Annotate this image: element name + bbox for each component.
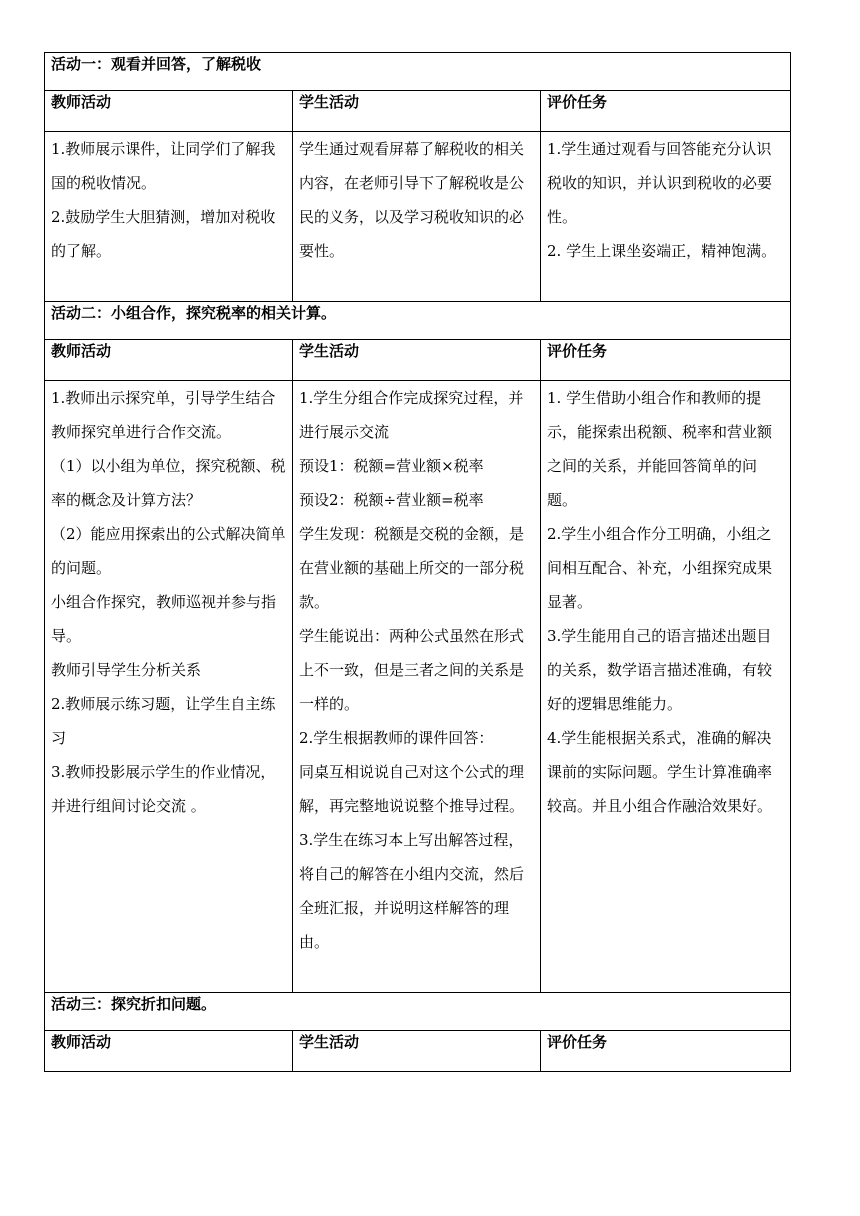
activity-2-header-teacher: 教师活动 [45, 340, 293, 381]
lesson-activity-table [44, 52, 791, 1072]
activity-2-teacher-item: （2）能应用探索出的公式解决简单的问题。 [51, 525, 286, 577]
activity-2-student-item: 同桌互相说说自己对这个公式的理解，再完整地说说整个推导过程。 [299, 763, 525, 815]
activity-1-evaluation-item: 1.学生通过观看与回答能充分认识税收的知识，并认识到税收的必要性。 [547, 140, 773, 226]
activity-2-teacher-item: 3.教师投影展示学生的作业情况，并进行组间讨论交流 。 [51, 763, 276, 815]
activity-1-teacher-item: 1.教师展示课件，让同学们了解我国的税收情况。 [51, 140, 276, 192]
activity-1-student-item: 学生通过观看屏幕了解税收的相关内容，在老师引导下了解税收是公民的义务，以及学习税收知识的必要性。 [299, 140, 525, 260]
activity-2-teacher-item: 教师引导学生分析关系 [51, 661, 202, 679]
activity-1-evaluation-item: 2. 学生上课坐姿端正，精神饱满。 [547, 242, 777, 260]
activity-2-student-item: 预设1：税额=营业额×税率 [299, 457, 484, 475]
activity-2-student-item: 学生发现：税额是交税的金额，是在营业额的基础上所交的一部分税款。 [299, 525, 525, 611]
activity-2-evaluation-item: 4.学生能根据关系式，准确的解决课前的实际问题。学生计算准确率较高。并且小组合作融洽效果好。 [547, 729, 773, 815]
activity-1-header-student: 学生活动 [293, 91, 541, 132]
activity-3-title: 活动三：探究折扣问题。 [45, 993, 791, 1031]
activity-2-teacher-item: 2.教师展示练习题，让学生自主练习 [51, 695, 276, 747]
activity-2-teacher-item: 1.教师出示探究单，引导学生结合教师探究单进行合作交流。 [51, 389, 276, 441]
activity-2-title: 活动二：小组合作，探究税率的相关计算。 [45, 302, 791, 340]
activity-2-evaluation-item: 2.学生小组合作分工明确，小组之间相互配合、补充，小组探究成果显著。 [547, 525, 773, 611]
activity-2-header-evaluation: 评价任务 [541, 340, 791, 381]
activity-2-evaluation-item: 1. 学生借助小组合作和教师的提示，能探索出税额、税率和营业额之间的关系，并能回答简单的问题。 [547, 389, 773, 509]
activity-2-header-student: 学生活动 [293, 340, 541, 381]
activity-1-header-evaluation: 评价任务 [541, 91, 791, 132]
activity-2-teacher-item: 小组合作探究，教师巡视并参与指导。 [51, 593, 277, 645]
activity-1-teacher-cell [45, 132, 293, 302]
activity-2-student-item: 1.学生分组合作完成探究过程，并进行展示交流 [299, 389, 524, 441]
activity-1-teacher-item: 2.鼓励学生大胆猜测，增加对税收的了解。 [51, 208, 276, 260]
activity-1-title: 活动一：观看并回答，了解税收 [45, 53, 791, 91]
activity-1-student-cell [293, 132, 541, 302]
activity-3-header-teacher: 教师活动 [45, 1031, 293, 1072]
activity-2-student-item: 学生能说出：两种公式虽然在形式上不一致，但是三者之间的关系是一样的。 [299, 627, 525, 713]
activity-1-evaluation-cell [541, 132, 791, 302]
activity-2-evaluation-cell [541, 381, 791, 993]
activity-2-evaluation-item: 3.学生能用自己的语言描述出题目的关系，数学语言描述准确，有较好的逻辑思维能力。 [547, 627, 773, 713]
activity-2-student-item: 3.学生在练习本上写出解答过程，将自己的解答在小组内交流，然后全班汇报，并说明这样解答的理由。 [299, 831, 525, 951]
activity-3-header-student: 学生活动 [293, 1031, 541, 1072]
activity-3-header-evaluation: 评价任务 [541, 1031, 791, 1072]
activity-2-student-cell [293, 381, 541, 993]
activity-2-student-item: 2.学生根据教师的课件回答： [299, 729, 494, 747]
activity-2-teacher-cell [45, 381, 293, 993]
activity-2-teacher-item: （1）以小组为单位，探究税额、税率的概念及计算方法？ [51, 457, 286, 509]
activity-1-header-teacher: 教师活动 [45, 91, 293, 132]
activity-2-student-item: 预设2：税额÷营业额=税率 [299, 491, 484, 509]
